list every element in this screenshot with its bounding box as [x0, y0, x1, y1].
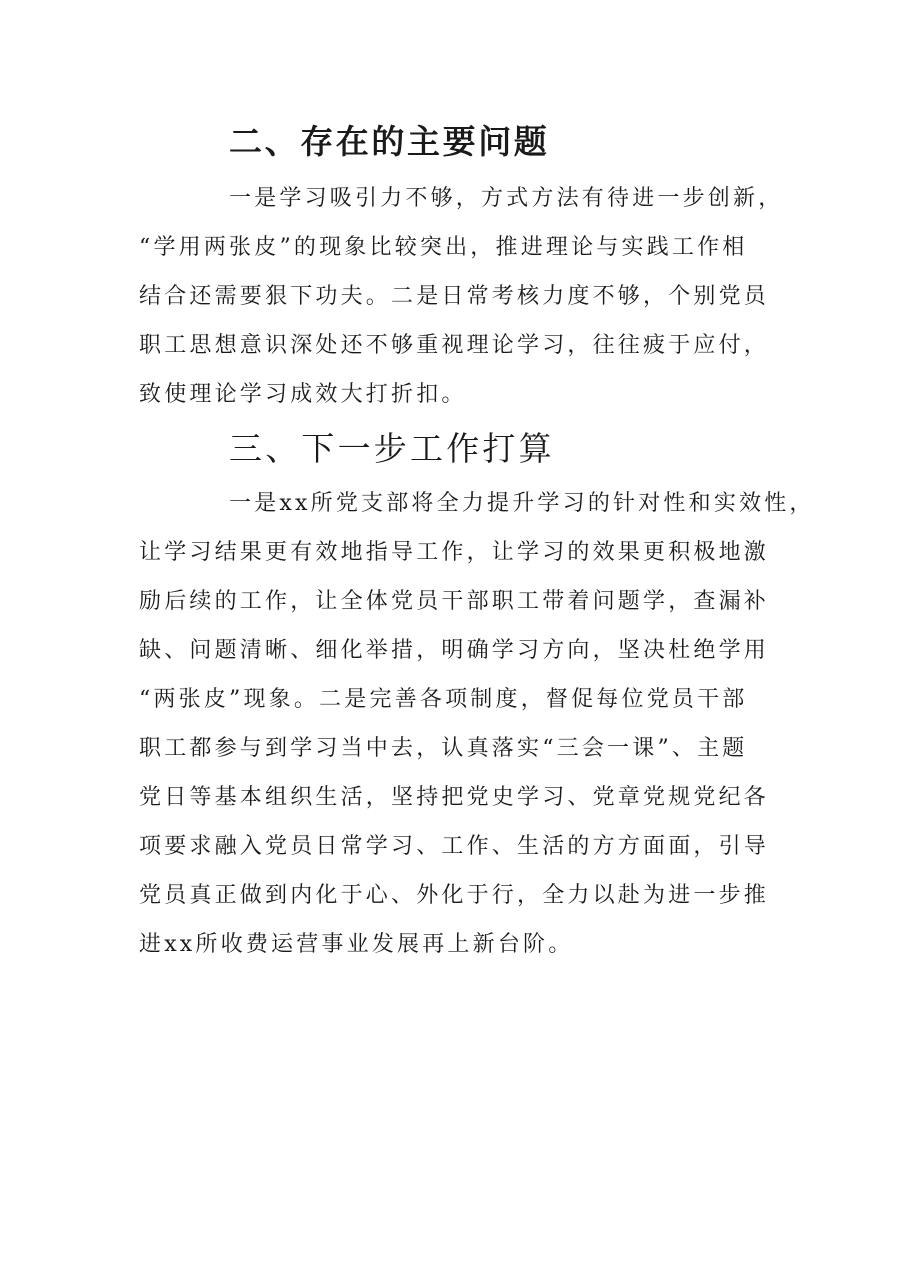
paragraph-line: 致使理论学习成效大打折扣。: [139, 382, 467, 407]
paragraph-line: 项要求融入党员日常学习、工作、生活的方方面面，引导: [139, 834, 770, 859]
section-heading-next-steps: 三、下一步工作打算: [229, 429, 555, 468]
paragraph-line: 进xx所收费运营事业发展再上新台阶。: [139, 932, 574, 957]
paragraph-problems: [139, 174, 784, 419]
paragraph-line: 一是学习吸引力不够，方式方法有待进一步创新，: [229, 186, 784, 211]
paragraph-line: 一是xx所党支部将全力提升学习的针对性和实效性，: [229, 491, 815, 516]
paragraph-line: 党日等基本组织生活，坚持把党史学习、党章党规党纪各: [139, 785, 770, 810]
paragraph-line: 缺、问题清晰、细化举措，明确学习方向，坚决杜绝学用: [139, 638, 770, 663]
paragraph-line: 让学习结果更有效地指导工作，让学习的效果更积极地激: [139, 540, 770, 565]
paragraph-line: 职工都参与到学习当中去，认真落实“三会一课”、主题: [139, 736, 748, 761]
paragraph-line: 结合还需要狠下功夫。二是日常考核力度不够，个别党员: [139, 284, 770, 309]
paragraph-line: “学用两张皮”的现象比较突出，推进理论与实践工作相: [139, 235, 748, 260]
section-heading-problems: 二、存在的主要问题: [229, 122, 550, 161]
paragraph-line: 励后续的工作，让全体党员干部职工带着问题学，查漏补: [139, 589, 770, 614]
paragraph-line: 职工思想意识深处还不够重视理论学习，往往疲于应付，: [139, 333, 770, 358]
paragraph-line: 党员真正做到内化于心、外化于行，全力以赴为进一步推: [139, 883, 770, 908]
document-body: [139, 122, 815, 969]
paragraph-next-steps: [139, 479, 815, 969]
paragraph-line: “两张皮”现象。二是完善各项制度，督促每位党员干部: [139, 687, 748, 712]
